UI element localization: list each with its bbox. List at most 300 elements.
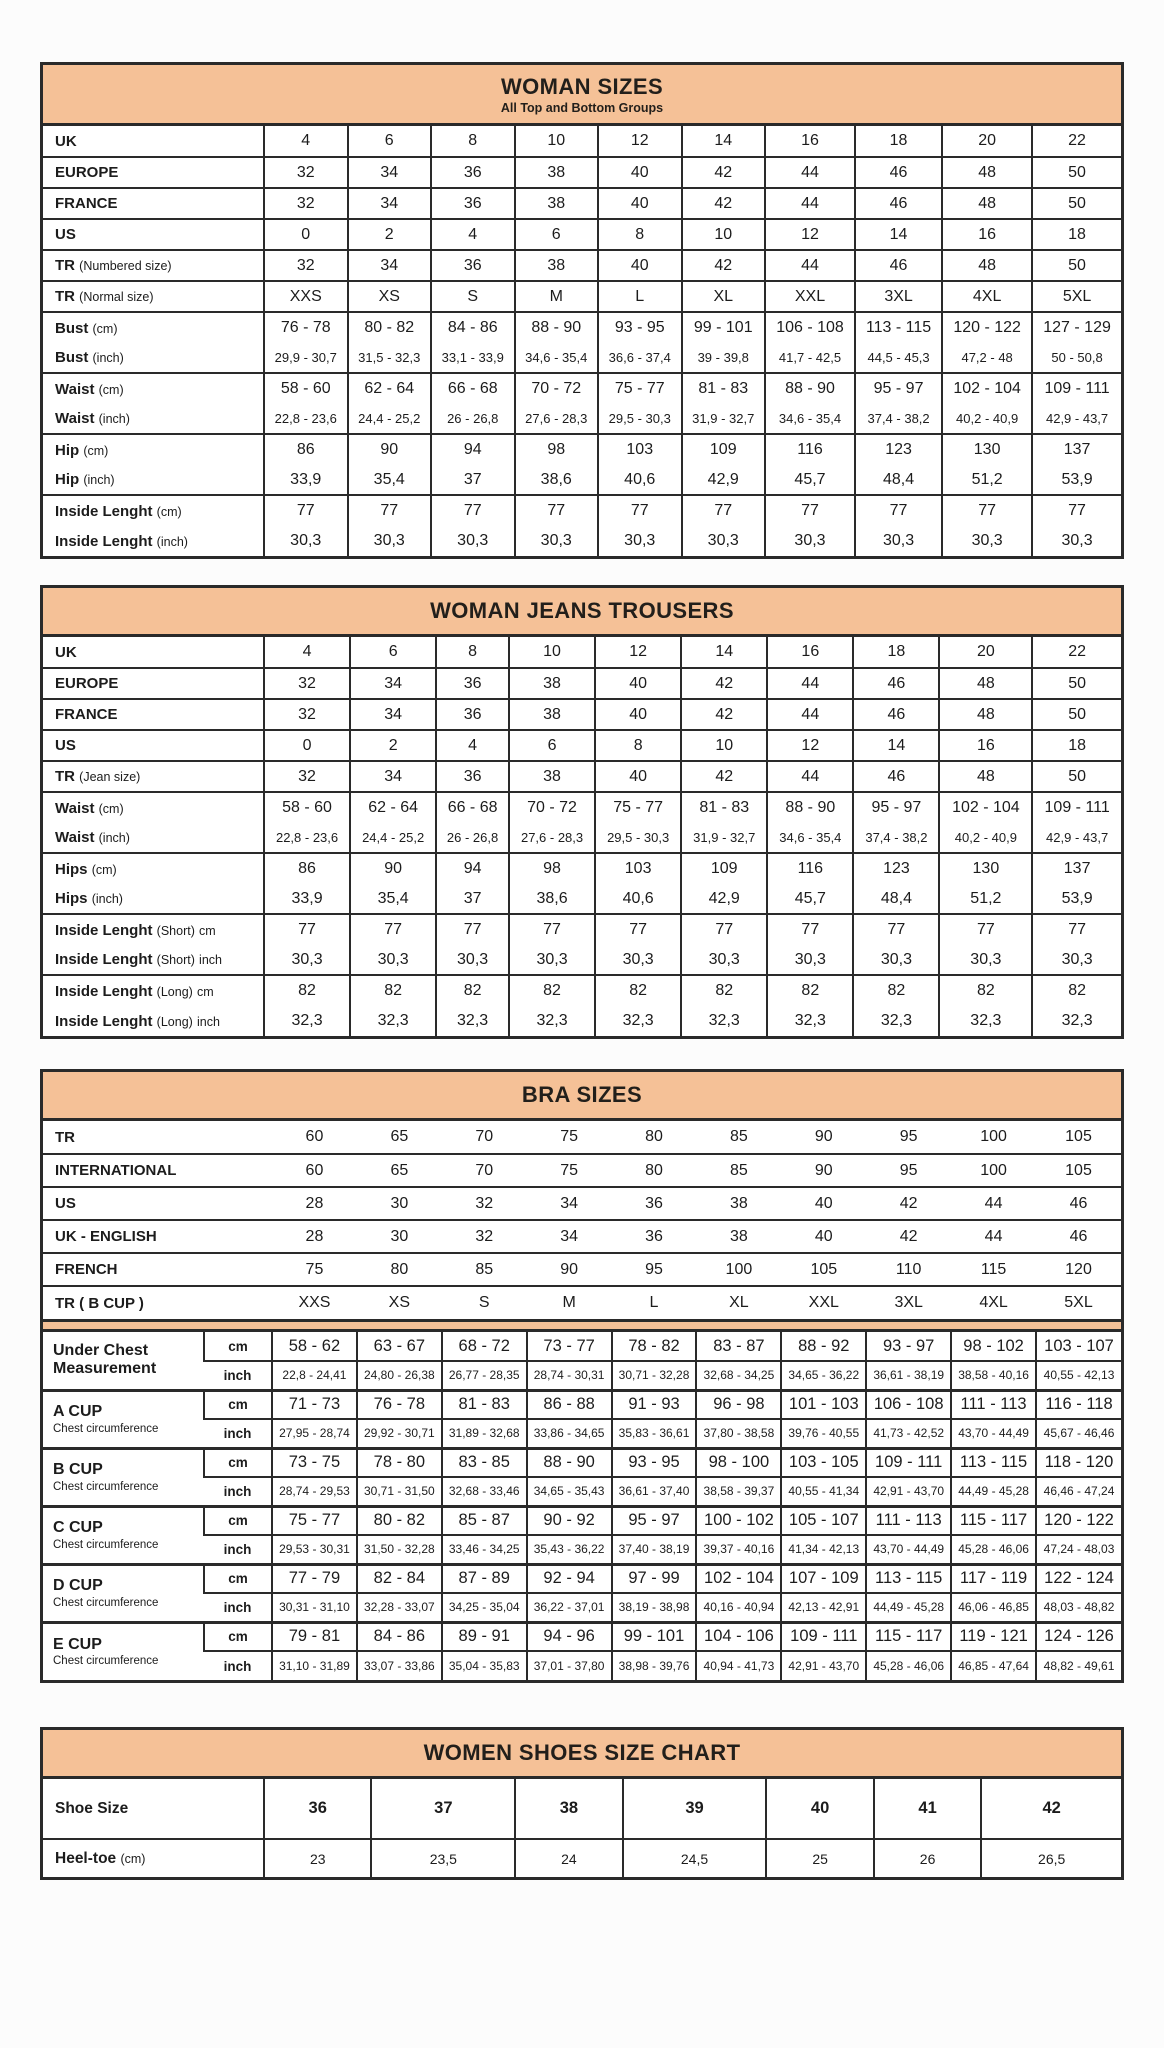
table-row <box>43 1506 1121 1535</box>
size-cell: 30,3 <box>765 526 855 556</box>
size-cell: 36 <box>431 157 515 188</box>
size-cell: 38 <box>509 699 595 730</box>
size-cell: 22,8 - 23,6 <box>264 404 348 434</box>
size-cell: 24,4 - 25,2 <box>348 404 432 434</box>
size-cell: 40 <box>595 699 681 730</box>
row-label: Waist (inch) <box>55 829 130 846</box>
size-cell: 12 <box>767 730 853 761</box>
size-cell: 12 <box>595 637 681 668</box>
size-cell: 28,74 - 29,53 <box>272 1477 357 1506</box>
size-cell: 32 <box>442 1187 527 1220</box>
size-cell: 26,77 - 28,35 <box>442 1361 527 1390</box>
size-cell: 40 <box>598 157 682 188</box>
size-cell: XXS <box>272 1286 357 1319</box>
size-cell: 39,37 - 40,16 <box>696 1535 781 1564</box>
size-cell: 76 - 78 <box>357 1390 442 1419</box>
table-row <box>43 637 1121 668</box>
table-row <box>43 1286 1121 1319</box>
size-cell: 40 <box>598 250 682 281</box>
size-cell: 34 <box>350 761 436 792</box>
size-cell: 77 <box>855 495 942 526</box>
size-cell: 117 - 119 <box>951 1564 1036 1593</box>
size-cell: 42 <box>981 1779 1121 1839</box>
size-cell: 14 <box>682 126 766 157</box>
size-cell: 33,07 - 33,86 <box>357 1651 442 1680</box>
size-cell: 42,9 - 43,7 <box>1032 404 1121 434</box>
size-cell: 33,86 - 34,65 <box>527 1419 612 1448</box>
size-cell: 75 - 77 <box>595 792 681 823</box>
size-cell: 20 <box>939 637 1032 668</box>
row-label: TR (Jean size) <box>43 761 264 792</box>
size-cell: 82 - 84 <box>357 1564 442 1593</box>
size-cell: 94 <box>431 434 515 465</box>
size-cell: 46 <box>855 157 942 188</box>
size-cell: 38 <box>696 1220 781 1253</box>
size-cell: 4 <box>264 637 350 668</box>
size-cell: 26 - 26,8 <box>436 823 509 853</box>
size-cell: 39 <box>623 1779 767 1839</box>
size-cell: 34,6 - 35,4 <box>515 343 599 373</box>
size-cell: 105 <box>1036 1154 1121 1187</box>
size-cell: 28,74 - 30,31 <box>527 1361 612 1390</box>
size-cell: 42 <box>866 1220 951 1253</box>
table-row <box>43 1593 1121 1622</box>
unit-label-cm: cm <box>204 1564 272 1593</box>
unit-label-cm: cm <box>204 1448 272 1477</box>
size-cell: 47,24 - 48,03 <box>1036 1535 1121 1564</box>
size-cell: 68 - 72 <box>442 1332 527 1361</box>
size-cell: 30,3 <box>264 526 348 556</box>
size-cell: 102 - 104 <box>942 373 1032 404</box>
size-cell: 70 <box>475 1128 494 1145</box>
size-cell: XS <box>357 1286 442 1319</box>
size-cell: 85 - 87 <box>442 1506 527 1535</box>
woman-sizes-subtitle: All Top and Bottom Groups <box>500 101 664 115</box>
size-cell: S <box>431 281 515 312</box>
row-label: Waist (cm) <box>43 792 264 823</box>
size-cell: 32,3 <box>939 1006 1032 1036</box>
size-cell: 42,9 <box>682 465 766 495</box>
size-cell: 18 <box>1032 730 1121 761</box>
table-row <box>43 343 1121 373</box>
table-row <box>43 823 1121 853</box>
size-cell: 48 <box>942 157 1032 188</box>
size-cell: 0 <box>264 219 348 250</box>
size-cell: 98 <box>509 853 595 884</box>
size-cell: 109 - 111 <box>1032 792 1121 823</box>
size-cell: 77 <box>942 495 1032 526</box>
unit-label-cm: cm <box>204 1390 272 1419</box>
size-cell: 79 - 81 <box>272 1622 357 1651</box>
size-cell: 44,49 - 45,28 <box>866 1593 951 1622</box>
table-row <box>43 1535 1121 1564</box>
size-cell: 105 - 107 <box>781 1506 866 1535</box>
size-cell: 109 - 111 <box>1032 373 1121 404</box>
size-cell: 50 <box>1032 668 1121 699</box>
size-cell: 48 <box>942 188 1032 219</box>
size-cell: 41,7 - 42,5 <box>765 343 855 373</box>
size-cell: 2 <box>350 730 436 761</box>
table-row <box>43 312 1121 343</box>
row-label: Hips (inch) <box>55 890 123 907</box>
row-label: Hips (cm) <box>43 853 264 884</box>
table-row <box>43 1651 1121 1680</box>
size-cell: 40,55 - 42,13 <box>1036 1361 1121 1390</box>
size-cell: 120 <box>1036 1253 1121 1286</box>
size-cell: 48 <box>939 668 1032 699</box>
size-cell: 43,70 - 44,49 <box>866 1535 951 1564</box>
size-cell: 130 <box>939 853 1032 884</box>
size-cell: 46 <box>853 668 939 699</box>
size-cell: 82 <box>767 975 853 1006</box>
size-cell: 110 <box>866 1253 951 1286</box>
size-cell: 46,46 - 47,24 <box>1036 1477 1121 1506</box>
size-cell: 4 <box>436 730 509 761</box>
size-cell: 82 <box>509 975 595 1006</box>
bra-band-grid <box>43 1121 1121 1319</box>
row-label: Heel-toe (cm) <box>43 1839 264 1877</box>
size-cell: 3XL <box>855 281 942 312</box>
size-cell: 30,3 <box>942 526 1032 556</box>
size-cell: 47,2 - 48 <box>942 343 1032 373</box>
size-cell: 40 <box>598 188 682 219</box>
size-cell: 30,3 <box>509 945 595 975</box>
size-cell: 77 <box>595 914 681 945</box>
size-cell: 23,5 <box>371 1839 515 1877</box>
size-cell: 42 <box>681 699 767 730</box>
size-cell: 98 - 102 <box>951 1332 1036 1361</box>
size-cell: XS <box>348 281 432 312</box>
size-cell: 86 <box>264 853 350 884</box>
woman-sizes-title: WOMAN SIZES <box>500 74 664 99</box>
size-cell: 18 <box>855 126 942 157</box>
size-cell: 50 <box>1032 157 1121 188</box>
size-cell: 22 <box>1032 637 1121 668</box>
size-cell: 83 - 85 <box>442 1448 527 1477</box>
size-cell: 82 <box>853 975 939 1006</box>
size-cell: 66 - 68 <box>431 373 515 404</box>
size-cell: 53,9 <box>1032 465 1121 495</box>
size-cell: 37 <box>371 1779 515 1839</box>
size-cell: 111 - 113 <box>866 1506 951 1535</box>
size-cell: 98 - 100 <box>696 1448 781 1477</box>
size-cell: 103 - 107 <box>1036 1332 1121 1361</box>
size-cell: 30 <box>357 1220 442 1253</box>
size-cell: 44,5 - 45,3 <box>855 343 942 373</box>
size-cell: 33,9 <box>264 884 350 914</box>
table-row <box>43 250 1121 281</box>
size-cell: 120 - 122 <box>1036 1506 1121 1535</box>
row-label: US <box>43 730 264 761</box>
size-cell: 33,1 - 33,9 <box>431 343 515 373</box>
size-cell: 63 - 67 <box>357 1332 442 1361</box>
size-cell: 18 <box>853 637 939 668</box>
unit-label-inch: inch <box>204 1419 272 1448</box>
table-row <box>43 219 1121 250</box>
unit-label-inch: inch <box>204 1593 272 1622</box>
size-cell: 81 - 83 <box>442 1390 527 1419</box>
size-cell: 30,3 <box>598 526 682 556</box>
size-cell: 26,5 <box>981 1839 1121 1877</box>
size-cell: 82 <box>350 975 436 1006</box>
size-cell: 32 <box>264 699 350 730</box>
size-cell: 10 <box>681 730 767 761</box>
table-row <box>43 1564 1121 1593</box>
size-cell: 80 <box>357 1253 442 1286</box>
size-cell: 58 - 62 <box>272 1332 357 1361</box>
row-label: UK <box>55 643 77 661</box>
size-cell: 107 - 109 <box>781 1564 866 1593</box>
size-cell: 34,25 - 35,04 <box>442 1593 527 1622</box>
size-cell: 6 <box>348 126 432 157</box>
size-cell: 95 - 97 <box>612 1506 697 1535</box>
size-cell: 82 <box>436 975 509 1006</box>
size-cell: 32 <box>264 157 348 188</box>
size-cell: 77 <box>1032 914 1121 945</box>
size-cell: 102 - 104 <box>939 792 1032 823</box>
size-cell: 14 <box>681 637 767 668</box>
bra-cup-grid <box>43 1332 1121 1680</box>
size-cell: 32 <box>264 188 348 219</box>
size-cell: 40,55 - 41,34 <box>781 1477 866 1506</box>
bra-sizes-table <box>40 1069 1124 1683</box>
size-cell: 51,2 <box>939 884 1032 914</box>
size-cell: 50 <box>1032 699 1121 730</box>
unit-label-cm: cm <box>204 1506 272 1535</box>
size-cell: 27,6 - 28,3 <box>509 823 595 853</box>
size-cell: 30,31 - 31,10 <box>272 1593 357 1622</box>
size-cell: 30,3 <box>595 945 681 975</box>
size-cell: 75 <box>527 1154 612 1187</box>
size-cell: 30,3 <box>853 945 939 975</box>
size-cell: 95 <box>899 1128 918 1145</box>
size-cell: 116 <box>767 853 853 884</box>
size-cell: 73 - 77 <box>527 1332 612 1361</box>
size-cell: 118 - 120 <box>1036 1448 1121 1477</box>
table-row <box>43 1187 1121 1220</box>
size-cell: 127 - 129 <box>1032 312 1121 343</box>
size-cell: 77 <box>598 495 682 526</box>
size-cell: 31,10 - 31,89 <box>272 1651 357 1680</box>
size-cell: 71 - 73 <box>272 1390 357 1419</box>
size-cell: 36,22 - 37,01 <box>527 1593 612 1622</box>
table-row <box>43 699 1121 730</box>
shoes-grid <box>43 1779 1121 1877</box>
row-label: Inside Lenght (Long) cm <box>43 975 264 1006</box>
size-cell: 70 - 72 <box>515 373 599 404</box>
table-row <box>43 1839 1121 1877</box>
size-cell: 46 <box>853 761 939 792</box>
size-cell: 48,82 - 49,61 <box>1036 1651 1121 1680</box>
table-row <box>43 526 1121 556</box>
size-cell: 99 - 101 <box>612 1622 697 1651</box>
size-cell: 48 <box>939 699 1032 730</box>
size-cell: 28 <box>272 1187 357 1220</box>
size-cell: 31,5 - 32,3 <box>348 343 432 373</box>
size-cell: 102 - 104 <box>696 1564 781 1593</box>
size-cell: 36,61 - 37,40 <box>612 1477 697 1506</box>
size-cell: 30,3 <box>682 526 766 556</box>
table-row <box>43 1622 1121 1651</box>
row-label: Hip (cm) <box>43 434 264 465</box>
size-cell: 37,4 - 38,2 <box>855 404 942 434</box>
size-cell: 82 <box>681 975 767 1006</box>
size-cell: 32,3 <box>681 1006 767 1036</box>
size-cell: 100 <box>951 1154 1036 1187</box>
size-cell: 38 <box>696 1187 781 1220</box>
size-cell: 32,3 <box>350 1006 436 1036</box>
size-cell: 73 - 75 <box>272 1448 357 1477</box>
size-cell: 37 <box>436 884 509 914</box>
size-cell: 22,8 - 23,6 <box>264 823 350 853</box>
size-cell: 58 - 60 <box>264 373 348 404</box>
size-cell: L <box>598 281 682 312</box>
size-cell: 105 <box>1065 1128 1092 1145</box>
size-cell: XL <box>696 1286 781 1319</box>
table-row <box>43 761 1121 792</box>
size-cell: 95 <box>866 1154 951 1187</box>
woman-sizes-grid <box>43 126 1121 556</box>
size-cell: 30,71 - 31,50 <box>357 1477 442 1506</box>
size-cell: 22 <box>1032 126 1121 157</box>
size-cell: 75 <box>272 1253 357 1286</box>
size-cell: 37,4 - 38,2 <box>853 823 939 853</box>
size-cell: 45,67 - 46,46 <box>1036 1419 1121 1448</box>
size-cell: 90 <box>350 853 436 884</box>
size-cell: 43,70 - 44,49 <box>951 1419 1036 1448</box>
size-cell: 22,8 - 24,41 <box>272 1361 357 1390</box>
size-cell: 94 <box>436 853 509 884</box>
size-cell: 30,3 <box>350 945 436 975</box>
size-cell: 50 <box>1032 761 1121 792</box>
row-label: Hip (inch) <box>55 471 115 488</box>
size-cell: 88 - 90 <box>765 373 855 404</box>
size-cell: 32,3 <box>767 1006 853 1036</box>
size-cell: 31,89 - 32,68 <box>442 1419 527 1448</box>
size-cell: 5XL <box>1032 281 1121 312</box>
size-cell: 35,43 - 36,22 <box>527 1535 612 1564</box>
size-cell: 38,6 <box>509 884 595 914</box>
size-cell: 34 <box>348 157 432 188</box>
size-cell: 66 - 68 <box>436 792 509 823</box>
size-cell: 36,61 - 38,19 <box>866 1361 951 1390</box>
size-cell: 50 <box>1032 250 1121 281</box>
size-cell: 32 <box>264 761 350 792</box>
table-row <box>43 434 1121 465</box>
size-cell: 77 <box>436 914 509 945</box>
size-cell: 137 <box>1032 434 1121 465</box>
size-cell: 90 - 92 <box>527 1506 612 1535</box>
size-cell: 88 - 92 <box>781 1332 866 1361</box>
size-cell: 16 <box>765 126 855 157</box>
row-label: FRANCE <box>43 699 264 730</box>
size-cell: 115 <box>951 1253 1036 1286</box>
size-cell: 34,65 - 36,22 <box>781 1361 866 1390</box>
size-cell: 45,7 <box>765 465 855 495</box>
size-cell: 40,16 - 40,94 <box>696 1593 781 1622</box>
row-label: UK <box>55 132 77 150</box>
size-cell: 90 <box>814 1128 833 1145</box>
woman-sizes-header <box>43 65 1121 126</box>
size-cell: 77 <box>765 495 855 526</box>
table-row <box>43 1332 1121 1361</box>
size-cell: 24 <box>515 1839 622 1877</box>
size-cell: 26 - 26,8 <box>431 404 515 434</box>
size-cell: 30,3 <box>264 945 350 975</box>
size-cell: 123 <box>855 434 942 465</box>
size-cell: 40,2 - 40,9 <box>939 823 1032 853</box>
size-cell: 30,3 <box>1032 526 1121 556</box>
size-cell: 30,3 <box>1032 945 1121 975</box>
size-cell: 38 <box>509 668 595 699</box>
size-cell: 93 - 95 <box>598 312 682 343</box>
size-cell: 78 - 82 <box>612 1332 697 1361</box>
size-cell: 41,73 - 42,52 <box>866 1419 951 1448</box>
size-cell: 29,5 - 30,3 <box>598 404 682 434</box>
size-cell: 65 <box>357 1154 442 1187</box>
size-cell: 91 - 93 <box>612 1390 697 1419</box>
size-cell: 40,6 <box>598 465 682 495</box>
row-label: Waist (cm) <box>43 373 264 404</box>
table-row <box>43 945 1121 975</box>
size-cell: 99 - 101 <box>682 312 766 343</box>
size-cell: M <box>527 1286 612 1319</box>
size-cell: 77 <box>853 914 939 945</box>
size-cell: 24,5 <box>623 1839 767 1877</box>
size-cell: 40 <box>595 761 681 792</box>
size-cell: 77 <box>348 495 432 526</box>
size-cell: 30,3 <box>431 526 515 556</box>
table-row <box>43 1419 1121 1448</box>
row-label: Inside Lenght (inch) <box>55 532 188 550</box>
size-cell: 6 <box>509 730 595 761</box>
size-cell: 75 <box>560 1128 579 1145</box>
size-cell: 6 <box>515 219 599 250</box>
size-cell: 34,6 - 35,4 <box>765 404 855 434</box>
size-cell: 122 - 124 <box>1036 1564 1121 1593</box>
size-cell: 8 <box>598 219 682 250</box>
row-label: EUROPE <box>43 668 264 699</box>
size-cell: 84 - 86 <box>357 1622 442 1651</box>
size-cell: 34 <box>350 668 436 699</box>
size-cell: 85 <box>696 1154 781 1187</box>
size-cell: 48,03 - 48,82 <box>1036 1593 1121 1622</box>
unit-label-inch: inch <box>204 1651 272 1680</box>
size-cell: 44,49 - 45,28 <box>951 1477 1036 1506</box>
table-row <box>43 465 1121 495</box>
size-cell: 65 <box>390 1128 409 1145</box>
table-row <box>43 188 1121 219</box>
size-cell: 113 - 115 <box>855 312 942 343</box>
row-label: Inside Lenght (Short) inch <box>55 951 222 968</box>
size-cell: 87 - 89 <box>442 1564 527 1593</box>
size-cell: XXS <box>264 281 348 312</box>
size-cell: 44 <box>951 1220 1036 1253</box>
size-cell: 80 - 82 <box>357 1506 442 1535</box>
size-cell: 8 <box>436 637 509 668</box>
size-cell: 123 <box>853 853 939 884</box>
table-row <box>43 1220 1121 1253</box>
size-cell: 18 <box>1032 219 1121 250</box>
size-cell: 5XL <box>1036 1286 1121 1319</box>
size-cell: 36,6 - 37,4 <box>598 343 682 373</box>
table-row <box>43 1390 1121 1419</box>
size-cell: 36 <box>612 1220 697 1253</box>
unit-label-cm: cm <box>204 1622 272 1651</box>
size-cell: 32 <box>264 668 350 699</box>
size-cell: 38 <box>515 188 599 219</box>
row-label: Bust (cm) <box>43 312 264 343</box>
